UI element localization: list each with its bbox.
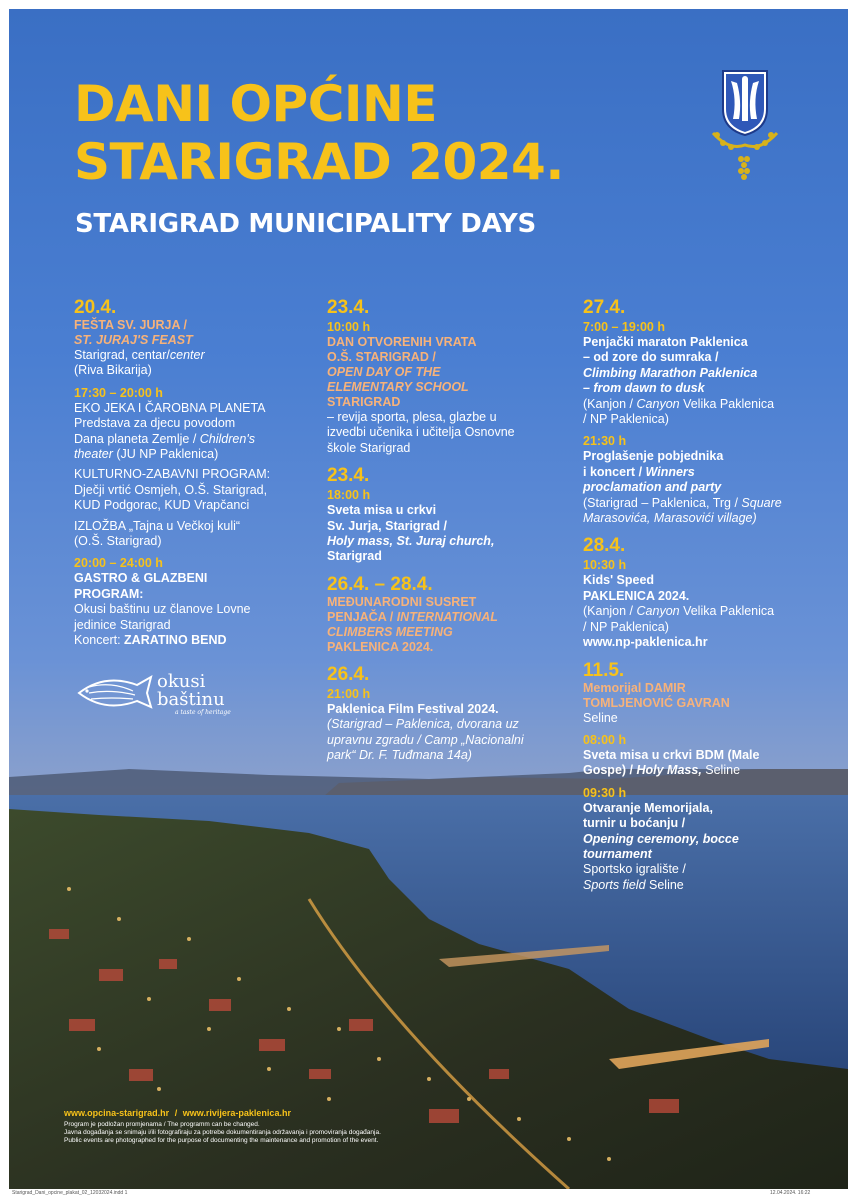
event-title: EKO JEKA I ČAROBNA PLANETA [74,400,266,415]
title-line-1: DANI OPĆINE [74,75,438,133]
event-title-en: Opening ceremony, bocce [583,831,739,846]
event-title-en: Holy mass, St. Juraj church, [327,534,495,549]
program-line: Dječji vrtić Osmjeh, O.Š. Starigrad, [74,482,268,497]
poster-subtitle: STARIGRAD MUNICIPALITY DAYS [75,209,536,239]
concert-line: Koncert: ZARATINO BEND [74,633,227,648]
event-date: 23.4. [327,297,370,318]
municipality-website-link[interactable]: www.opcina-starigrad.hr [64,1108,170,1118]
event-title: Sveta misa u crkvi BDM (Male [583,747,760,762]
event-time: 18:00 h [327,488,371,503]
logo-wordmark: okusi baštinu [157,671,225,710]
event-description: jedinice Starigrad [74,617,171,632]
event-time: 20:00 – 24:00 h [74,556,163,571]
event-title-en: ST. JURAJ'S FEAST [74,333,193,347]
event-title: FEŠTA SV. JURJA / [74,318,187,332]
event-description: – revija sporta, plesa, glazbe u [327,410,497,424]
event-place: (Starigrad – Paklenica, Trg / Square [583,495,782,510]
poster-title [74,75,674,191]
event-title: TOMLJENOVIĆ GAVRAN [583,695,730,710]
exhibition-place: (O.Š. Starigrad) [74,534,162,549]
event-title: Proglašenje pobjednika [583,449,724,464]
event-date: 20.4. [74,297,117,318]
event-description: izvedbi učenika i učitelja Osnovne [327,425,515,440]
event-place: (Starigrad – Paklenica, dvorana uz [327,717,519,732]
event-place: Sportsko igralište / [583,862,686,877]
event-place: Sports field Seline [583,877,684,892]
program-column-3 [583,293,823,893]
logo-tagline: a taste of heritage [175,709,231,716]
event-title-en: – from dawn to dusk [583,381,705,396]
poster-footer [64,1107,484,1145]
footer-note: Javna događanja se snimaju i/ili fotografiraju za potrebe dokumentiranja održavanja i promoviranja događanja. [64,1129,381,1136]
event-title-en: proclamation and party [583,480,722,495]
event-place: Seline [583,710,618,725]
event-title: Gospe) / Holy Mass, Seline [583,763,741,778]
event-title-en: OPEN DAY OF THE [327,365,441,379]
event-title-en: CLIMBERS MEETING [327,624,453,639]
event-description: theater (JU NP Paklenica) [74,447,219,462]
footer-note: Public events are photographed for the purpose of documenting the maintenance and promotion of the event. [64,1137,379,1144]
event-title-en: STARIGRAD [327,395,401,409]
program-column-1 [74,293,309,649]
event-title: Kids' Speed [583,573,655,588]
fish-icon [75,671,153,715]
event-title: PAKLENICA 2024. [583,588,690,603]
event-description: Predstava za djecu povodom [74,416,236,431]
exhibition-title: IZLOŽBA „Tajna u Večkoj kuli“ [74,518,241,533]
event-title: Starigrad [327,549,382,564]
event-title: DAN OTVORENIH VRATA [327,335,477,349]
coat-of-arms-icon [709,69,779,187]
event-place: Starigrad, centar/center [74,348,205,362]
event-date: 27.4. [583,297,626,318]
okusi-bastinu-logo [75,671,245,719]
event-time: 21:30 h [583,434,627,449]
program-line: KUD Podgorac, KUD Vrapčanci [74,498,250,513]
tourism-website-link[interactable]: www.rivijera-paklenica.hr [182,1108,291,1118]
event-title: turnir u boćanju / [583,816,686,831]
event-title-en: tournament [583,846,652,861]
title-line-2: STARIGRAD 2024. [74,133,564,191]
event-title: Otvaranje Memorijala, [583,800,713,815]
event-title: PROGRAM: [74,586,144,601]
event-time: 17:30 – 20:00 h [74,385,163,400]
footer-note: Program je podložan promjenama / The programm can be changed. [64,1121,260,1128]
event-time: 10:30 h [583,558,627,573]
event-description: Okusi baštinu uz članove Lovne [74,602,251,617]
event-date: 26.4. [327,663,370,685]
event-date: 28.4. [583,535,626,557]
event-time: 10:00 h [327,320,371,334]
event-place: park“ Dr. F. Tuđmana 14a) [327,748,472,763]
event-place: Marasovića, Marasovići village) [583,511,757,526]
event-place: (Kanjon / Canyon Velika Paklenica [583,604,775,619]
website-link[interactable]: www.np-paklenica.hr [583,635,708,650]
event-title: PAKLENICA 2024. [327,639,434,654]
event-title: Paklenica Film Festival 2024. [327,701,499,716]
event-date: 23.4. [327,465,370,487]
print-file-name: Starigrad_Dani_opcine_plakat_02_12032024.indd 1 [12,1190,128,1196]
event-place: / NP Paklenica) [583,619,669,634]
event-title: – od zore do sumraka / [583,350,719,365]
event-title-en: ELEMENTARY SCHOOL [327,380,469,394]
event-title: Penjački maraton Paklenica [583,335,748,349]
event-description: škole Starigrad [327,440,411,455]
event-place: upravnu zgradu / Camp „Nacionalni [327,732,524,747]
event-title: Sveta misa u crkvi [327,503,437,518]
event-date: 26.4. – 28.4. [327,573,433,595]
event-title: O.Š. STARIGRAD / [327,350,436,364]
event-time: 21:00 h [327,686,371,701]
event-title: Memorijal DAMIR [583,680,686,695]
event-title: PENJAČA / INTERNATIONAL [327,609,498,624]
event-title: MEĐUNARODNI SUSRET [327,594,477,609]
footer-links: www.opcina-starigrad.hr / www.rivijera-paklenica.hr [64,1108,291,1118]
event-time: 7:00 – 19:00 h [583,320,665,334]
print-timestamp: 12.04.2024. 16:22 [770,1190,811,1196]
event-title-en: Climbing Marathon Paklenica [583,365,758,380]
event-place: / NP Paklenica) [583,412,669,427]
event-time: 08:00 h [583,732,627,747]
event-description: Dana planeta Zemlje / Children's [74,431,255,446]
program-column-2 [327,293,567,763]
event-place: (Kanjon / Canyon Velika Paklenica [583,396,775,411]
program-heading: KULTURNO-ZABAVNI PROGRAM: [74,467,271,482]
event-place-detail: (Riva Bikarija) [74,363,152,378]
event-time: 09:30 h [583,785,627,800]
event-title: GASTRO & GLAZBENI [74,571,208,586]
event-title: i koncert / Winners [583,464,695,479]
event-title: Sv. Jurja, Starigrad / [327,518,447,533]
poster [9,9,848,1189]
event-date: 11.5. [583,659,625,681]
